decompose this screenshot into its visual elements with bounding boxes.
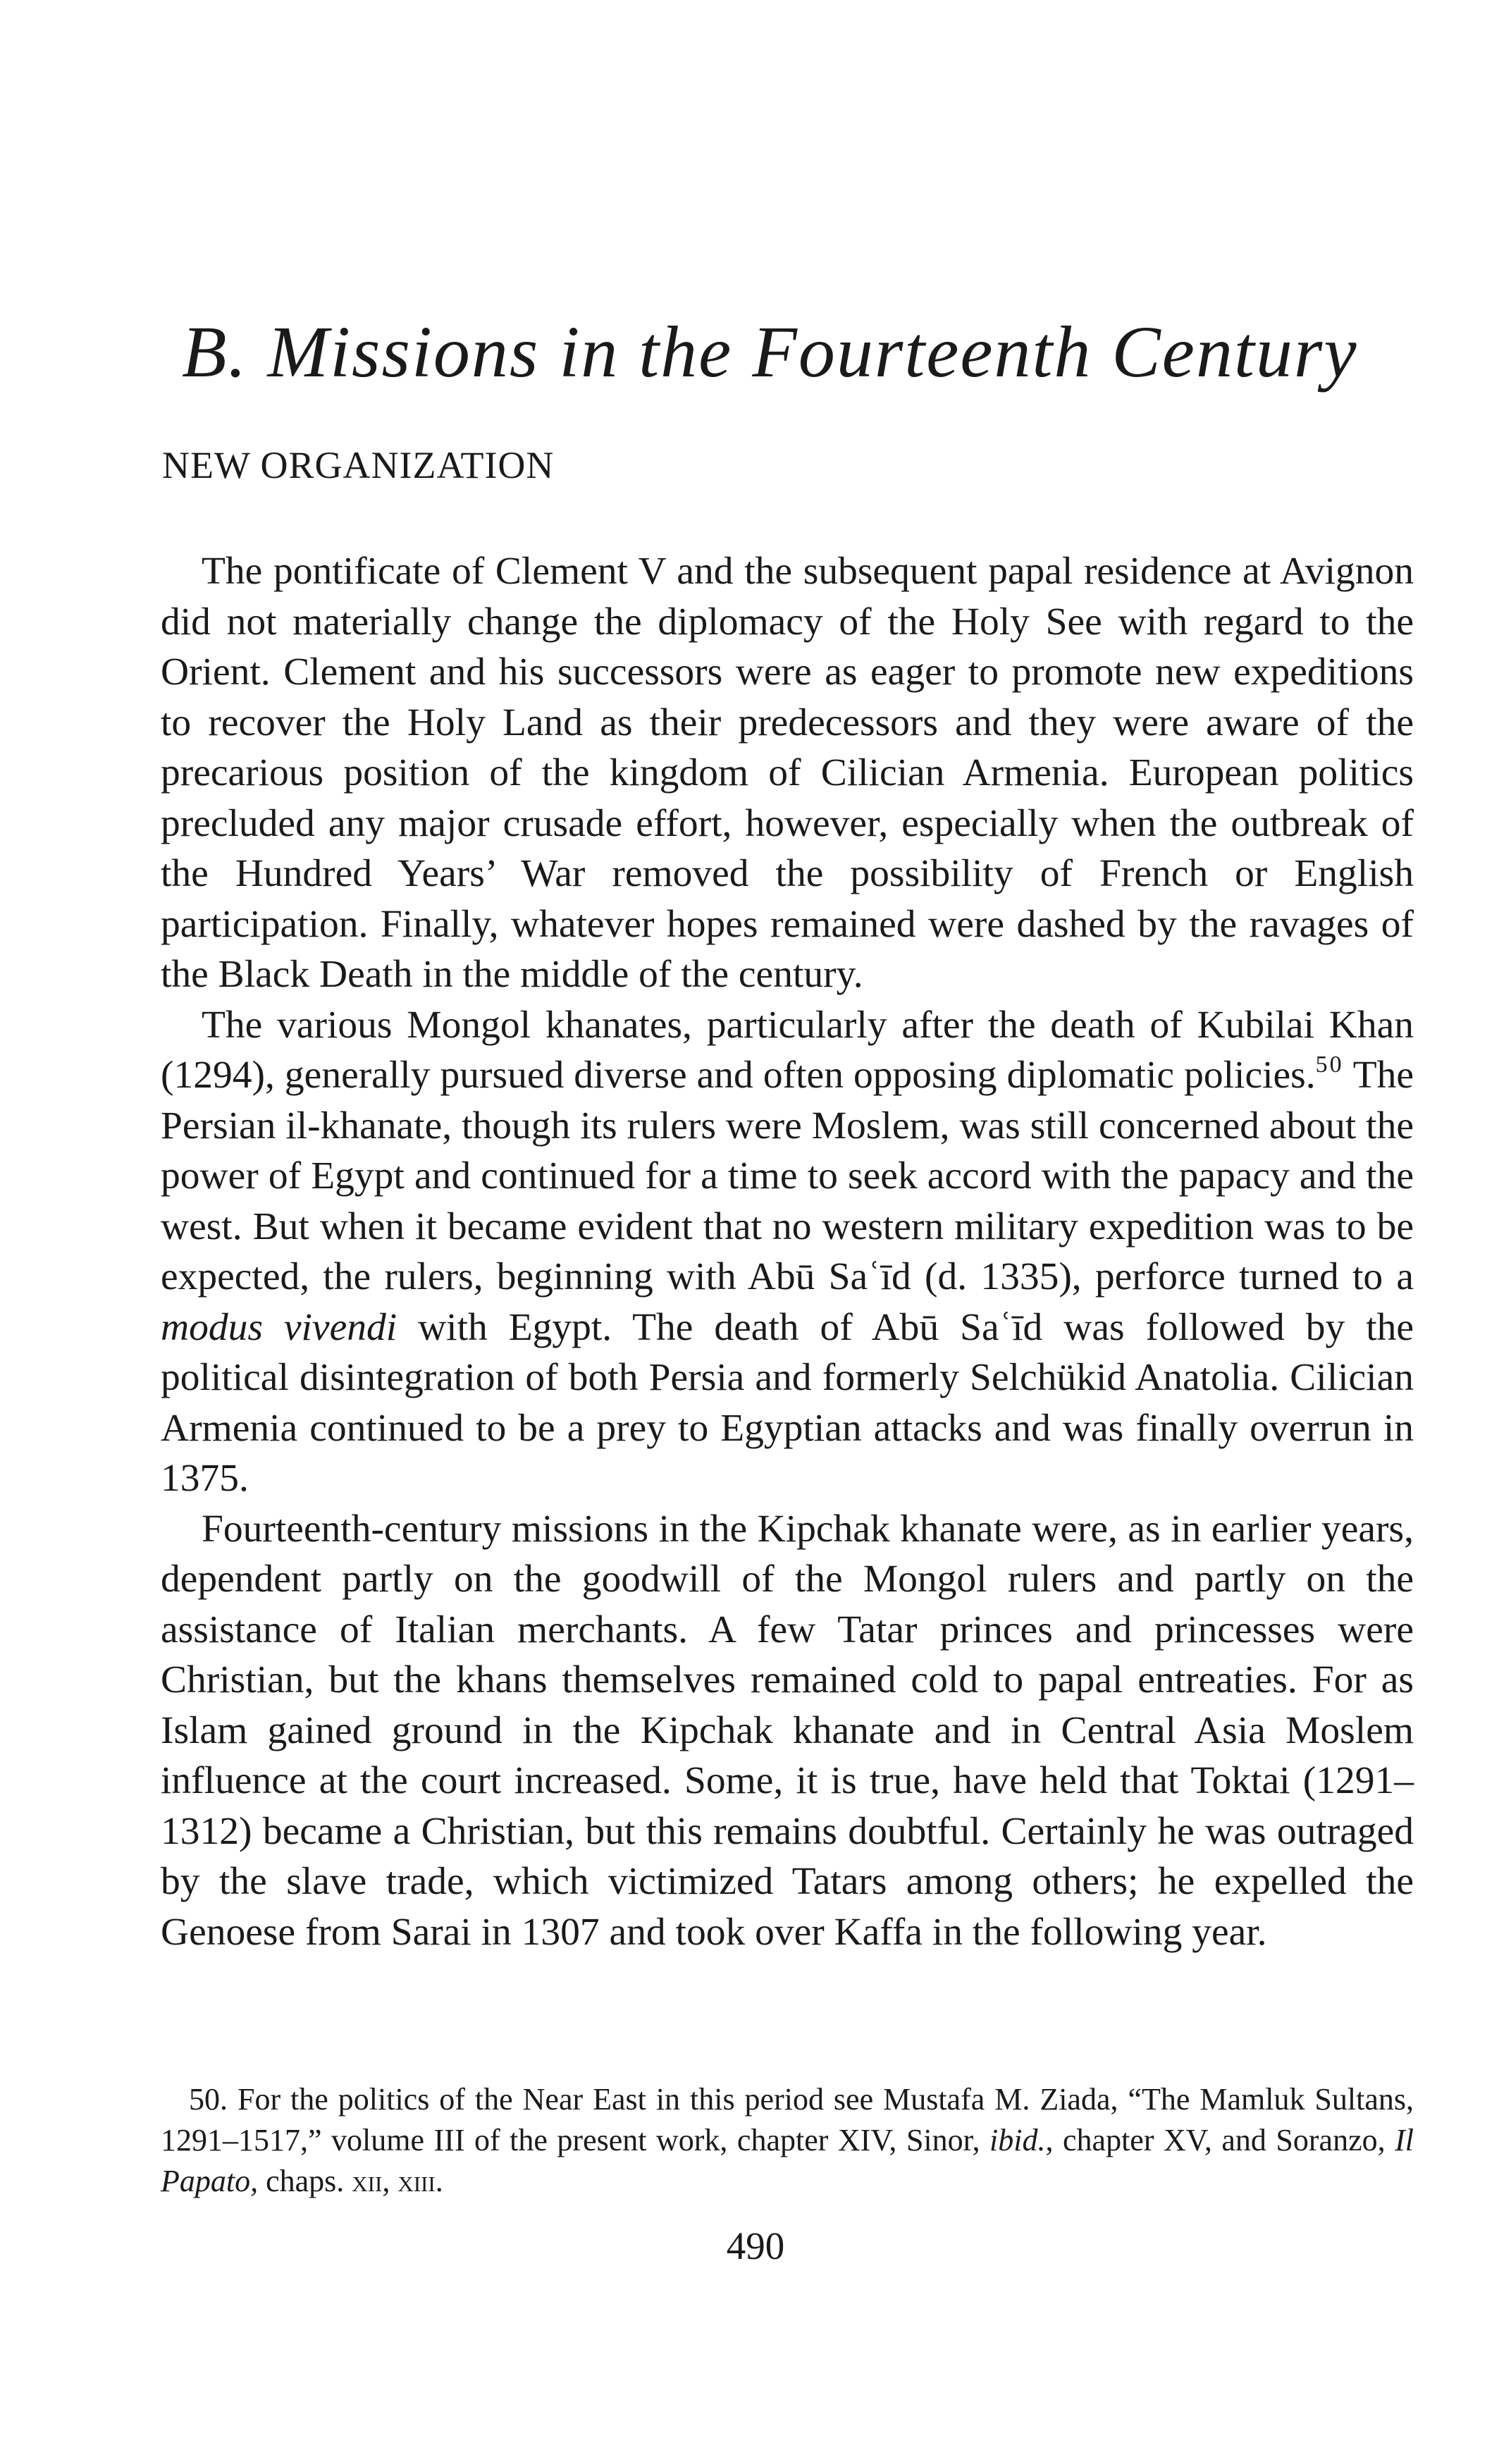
footnote-chapter-xii: xii — [352, 2164, 383, 2198]
section-heading: NEW ORGANIZATION — [162, 444, 555, 486]
footnote-50 — [161, 2079, 1414, 2202]
page-number: 490 — [726, 2224, 785, 2267]
paragraph-2-text-c: with Egypt. The death of Abū Saʿīd was followed by the political disintegration of both Persia and formerly Selchükid Anatolia. Cilician Armenia continued to be a prey to Egyptian attacks and was finally overrun in 1375. — [161, 1305, 1414, 1500]
footnote-text-b: , chapter XV, and Soranzo, — [1045, 2123, 1395, 2157]
paragraph-2-text-b: The Persian il-khanate, though its rulers were Moslem, was still concerned about the power of Egypt and continued for a time to seek accord with the papacy and the west. But when it became evident that no western military expedition was to be expected, the rulers, beginning with Abū Saʿīd (d. 1335), perforce turned to a — [161, 1054, 1414, 1298]
italic-phrase: modus vivendi — [161, 1305, 397, 1349]
footnote-ibid: ibid. — [989, 2123, 1046, 2157]
paragraph-2-text-a: The various Mongol khanates, particularly after the death of Kubilai Khan (1294), generally pursued diverse and often opposing diplomatic policies. — [161, 1003, 1414, 1097]
footnote-text-a: 50. For the politics of the Near East in this period see Mustafa M. Ziada, “The Mamluk Sultans, 1291–1517,” volume III of the present work, chapter XIV, Sinor, — [161, 2082, 1414, 2157]
footnote-text-c: chaps. — [258, 2164, 352, 2198]
body-text — [161, 546, 1414, 1957]
paragraph-2 — [161, 1000, 1414, 1504]
footnote-end: . — [435, 2164, 443, 2198]
footnote-chapter-xiii: xiii — [397, 2164, 436, 2198]
paragraph-3: Fourteenth-century missions in the Kipchak khanate were, as in earlier years, dependent partly on the goodwill of the Mongol rulers and partly on the assistance of Italian merchants. A few Tatar princes and princesses were Christian, but the khans themselves remained cold to papal entreaties. For as Islam gained ground in the Kipchak khanate and in Central Asia Moslem influence at the court increased. Some, it is true, have held that Toktai (1291–1312) became a Christian, but this remains doubtful. Certainly he was outraged by the slave trade, which victimized Tatars among others; he expelled the Genoese from Sarai in 1307 and took over Kaffa in the following year. — [161, 1507, 1414, 1954]
footnotes — [161, 2079, 1414, 2202]
paragraph-1: The pontificate of Clement V and the subsequent papal residence at Avignon did not materially change the diplomacy of the Holy See with regard to the Orient. Clement and his successors were as eager to promote new expeditions to recover the Holy Land as their predecessors and they were aware of the precarious position of the kingdom of Cilician Armenia. European politics precluded any major crusade effort, however, especially when the outbreak of the Hundred Years’ War removed the possibility of French or English participation. Finally, whatever hopes remained were dashed by the ravages of the Black Death in the middle of the century. — [161, 550, 1414, 996]
chapter-title: B. Missions in the Fourteenth Century — [182, 312, 1358, 393]
footnote-book-title: Il Papato, — [161, 2123, 1414, 2198]
footnote-reference: 50 — [1315, 1052, 1344, 1078]
footnote-separator: , — [382, 2164, 398, 2198]
